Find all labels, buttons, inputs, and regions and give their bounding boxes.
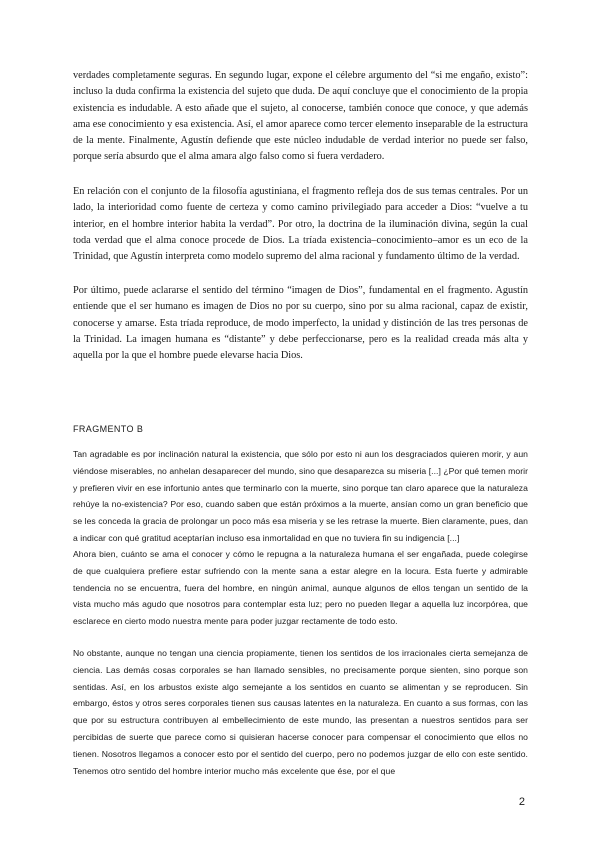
section-heading-fragmento-b: FRAGMENTO B [73,424,144,434]
fragment-b-paragraph-1: Tan agradable es por inclinación natural la existencia, que sólo por esto ni aun los desgraciados quieren morir, y aun viéndose miserables, no anhelan desaparecer del mundo, sino que desaparezca su miseria [...] ¿Por qué temen morir y prefieren vivir en ese infortunio antes que terminarlo con la muerte, sino porque tan claro aparece que la naturaleza rehúye la no-existencia? Por eso, cuando saben que están próximos a la muerte, ansían como un gran beneficio que se les conceda la gracia de prolongar un poco más esa miseria y se les retrase la muerte. Bien claramente, pues, dan a indicar con qué gratitud aceptarían incluso esa inmortalidad en que no tuviera fin su indigencia [...] [73,449,528,543]
fragment-b-paragraph-3: No obstante, aunque no tengan una ciencia propiamente, tienen los sentidos de los irracionales cierta semejanza de ciencia. Las demás cosas corporales se han llamado sensibles, no precisamente porque sienten, sino porque son sentidas. Así, en los arbustos existe algo semejante a los sentidos en cuanto se alimentan y se reproducen. Sin embargo, éstos y otros seres corporales tienen sus causas latentes en la naturaleza. En cuanto a sus formas, con las que por su estructura contribuyen al embellecimiento de este mundo, las presentan a nuestros sentidos para ser percibidas de suerte que parece como si quisieran hacerse conocer para compensar el conocimiento que ellos no tienen. Nosotros llegamos a conocer esto por el sentido del cuerpo, pero no podemos juzgar de ello con este sentido. Tenemos otro sentido del hombre interior mucho más excelente que ése, por el que [73,648,528,776]
paragraph-argumento-si-me-engano: verdades completamente seguras. En segundo lugar, expone el célebre argumento del “si me engaño, existo”: incluso la duda confirma la existencia del sujeto que duda. De aquí concluye que el conocimiento de la propia existencia es indudable. A esto añade que el sujeto, al conocerse, también conoce que conoce, y que además ama ese conocimiento y esa existencia. Así, el amor aparece como tercer elemento inseparable de la estructura de la mente. Finalmente, Agustín defiende que este núcleo indudable de verdad interior no puede ser falso, porque sería absurdo que el alma amara algo falso como si fuera verdadero. [73,70,528,163]
page-number: 2 [518,796,525,808]
fragment-b-paragraph-2: Ahora bien, cuánto se ama el conocer y cómo le repugna a la naturaleza humana el ser engañada, puede colegirse de que cualquiera prefiere estar sufriendo con la mente sana a estar alegre en la locura. Esta fuerte y admirable tendencia no se encuentra, fuera del hombre, en ningún animal, aunque algunos de ellos tengan un sentido de la vista mucho más agudo que nosotros para contemplar esta luz; pero no pueden llegar a aquella luz incorpórea, que esclarece en cierto modo nuestra mente para poder juzgar rectamente de todo esto. [73,549,528,627]
paragraph-imagen-de-dios: Por último, puede aclararse el sentido del término “imagen de Dios”, fundamental en el fragmento. Agustín entiende que el ser humano es imagen de Dios no por su cuerpo, sino por su alma racional, capaz de existir, conocerse y amarse. Esta tríada reproduce, de modo imperfecto, la unidad y distinción de las tres personas de la Trinidad. La imagen humana es “distante” y debe perfeccionarse, pero es la realidad creada más alta y aquella por la que el hombre puede elevarse hacia Dios. [73,285,528,362]
paragraph-filosofia-agustiniana: En relación con el conjunto de la filosofía agustiniana, el fragmento refleja dos de sus temas centrales. Por un lado, la interioridad como fuente de certeza y como camino privilegiado para acceder a Dios: “vuelve a tu interior, en el hombre interior habita la verdad”. Por otro, la doctrina de la iluminación divina, según la cual toda verdad que el alma conoce procede de Dios. La tríada existencia–conocimiento–amor es un eco de la Trinidad, que Agustín interpreta como modelo supremo del alma racional y fundamento último de la verdad. [73,186,528,263]
